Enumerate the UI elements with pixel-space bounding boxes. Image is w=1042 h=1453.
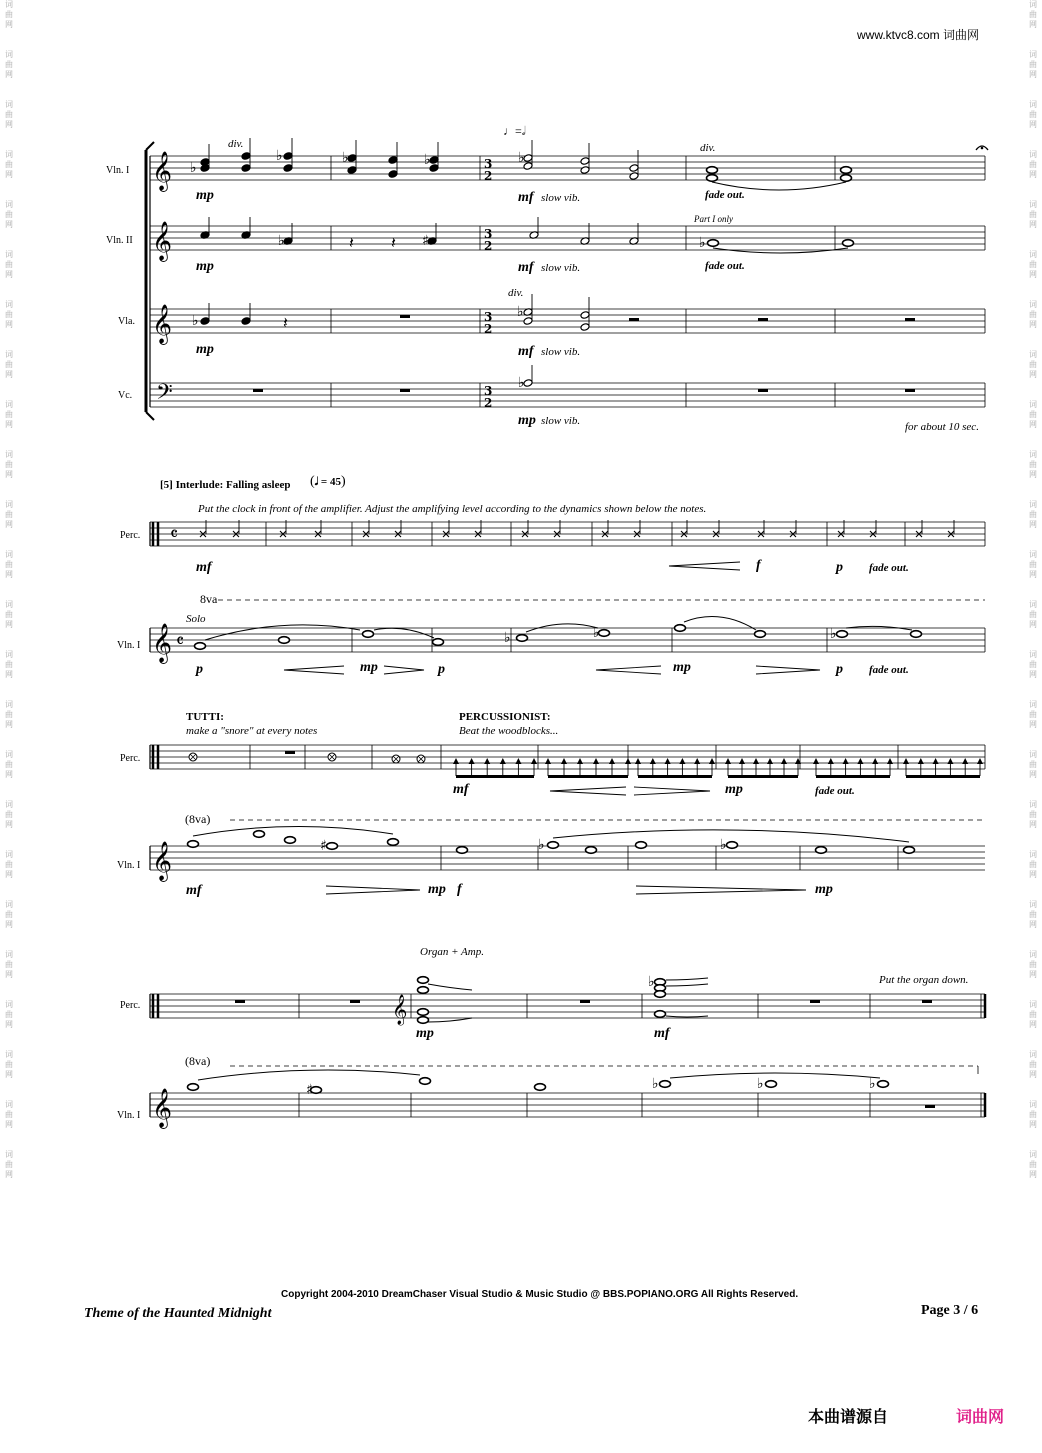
decrescendo-hairpin: [384, 666, 424, 674]
organ-marking: Organ + Amp.: [420, 946, 484, 958]
woodblock-note: [843, 758, 849, 764]
dynamic: mp: [673, 660, 691, 675]
crescendo-hairpin: [596, 666, 661, 674]
whole-note: [816, 847, 827, 854]
whole-note: [418, 977, 429, 984]
woodblock-note: [725, 758, 731, 764]
woodblock-note: [500, 758, 506, 764]
woodblock-note: [453, 758, 459, 764]
notehead: [523, 317, 533, 326]
slur: [553, 830, 909, 842]
whole-note: [433, 639, 444, 646]
whole-rest: [253, 389, 263, 392]
woodblock-note: [739, 758, 745, 764]
treble-clef: 𝄞: [152, 151, 173, 191]
slur: [374, 628, 434, 638]
crescendo-hairpin: [284, 666, 344, 674]
fermata: [981, 147, 984, 150]
slur: [666, 984, 708, 986]
whole-note: [285, 837, 296, 844]
whole-note: [707, 167, 718, 174]
tutti-heading: TUTTI:: [186, 711, 224, 723]
flat: ♭: [757, 1076, 764, 1092]
woodblock-note: [709, 758, 715, 764]
whole-rest: [580, 1000, 590, 1003]
notehead: [580, 323, 590, 332]
instrument-label-vln2: Vln. II: [106, 235, 133, 246]
slur: [198, 1070, 420, 1080]
common-time: 𝄴: [176, 631, 185, 652]
slur: [428, 984, 472, 990]
div-marking: div.: [700, 142, 716, 154]
instrument-label-vla: Vla.: [118, 316, 135, 327]
whole-note: [636, 842, 647, 849]
half-rest: [629, 318, 639, 321]
system-bracket: [146, 142, 154, 150]
slur: [666, 1016, 708, 1017]
notehead: [580, 157, 590, 166]
left-watermark: 词 曲 网 词 曲 网 词 曲 网 词 曲 网 词 曲 网 词 曲 网 词 曲 网 词 曲 网 词 曲 网 词 曲 网 词 曲 网 词 曲 网 词 曲 网 词 曲 网 词 曲 网 词 曲 网 词 曲 网 词 曲 网 词 曲 网 词 曲 网 词 曲 网 词 曲 网 词 曲 网 词 曲 网: [5, 0, 13, 1179]
notehead: [388, 156, 398, 165]
treble-clef: 𝄞: [152, 221, 173, 261]
woodblock-note: [484, 758, 490, 764]
half-rest: [925, 1105, 935, 1108]
beam: [638, 775, 712, 778]
instrument-label-perc: Perc.: [120, 1000, 141, 1011]
whole-note: [388, 839, 399, 846]
whole-note: [904, 847, 915, 854]
dynamic: mf: [518, 190, 534, 205]
woodblock-note: [947, 758, 953, 764]
dynamic: mp: [196, 342, 214, 357]
instrument-label-vln1: Vln. I: [106, 165, 130, 176]
time-signature: 3: [484, 227, 493, 241]
whole-rest: [400, 315, 410, 318]
instrument-label-vln1: Vln. I: [117, 1110, 141, 1121]
decrescendo-hairpin: [326, 886, 420, 894]
treble-clef: 𝄞: [392, 995, 408, 1025]
woodblock-note: [515, 758, 521, 764]
whole-note: [188, 841, 199, 848]
treble-clef: 𝄞: [152, 304, 173, 344]
whole-note: [841, 175, 852, 182]
whole-rest: [905, 389, 915, 392]
woodblock-note: [887, 758, 893, 764]
whole-note: [675, 625, 686, 632]
woodblock-note: [933, 758, 939, 764]
sharp: ♯: [320, 838, 327, 854]
whole-note: [655, 1011, 666, 1018]
fade-out: fade out.: [705, 260, 745, 272]
flat: ♭: [830, 626, 837, 642]
fade-out: fade out.: [869, 664, 909, 676]
fade-out: fade out.: [815, 785, 855, 797]
half-rest: [758, 318, 768, 321]
flat: ♭: [342, 150, 349, 166]
half-rest: [905, 318, 915, 321]
woodblock-note: [753, 758, 759, 764]
time-signature: 2: [484, 322, 493, 336]
piece-title: Theme of the Haunted Midnight: [84, 1306, 272, 1321]
dynamic: p: [836, 662, 843, 677]
dynamic: mf: [186, 883, 202, 898]
whole-note: [841, 167, 852, 174]
flat: ♭: [192, 313, 199, 329]
expression: slow vib.: [541, 192, 581, 204]
flat: ♭: [538, 837, 545, 853]
quarter-rest: 𝄽: [349, 233, 354, 252]
woodblock-note: [625, 758, 631, 764]
instrument-label-vln1: Vln. I: [117, 860, 141, 871]
expression: slow vib.: [541, 415, 581, 427]
dynamic: mf: [518, 344, 534, 359]
whole-note: [911, 631, 922, 638]
dynamic: mf: [196, 560, 212, 575]
notehead: [283, 164, 293, 173]
whole-rest: [922, 1000, 932, 1003]
flat: ♭: [648, 974, 655, 990]
flat: ♭: [593, 625, 600, 641]
beat-instruction: Beat the woodblocks...: [459, 725, 559, 737]
time-signature: 2: [484, 396, 493, 410]
copyright: Copyright 2004-2010 DreamChaser Visual Studio & Music Studio @ BBS.POPIANO.ORG All Rights Reserved.: [281, 1289, 799, 1300]
flat: ♭: [424, 152, 431, 168]
decrescendo-hairpin: [636, 886, 806, 894]
flat: ♭: [278, 233, 285, 249]
whole-note: [837, 631, 848, 638]
whole-note: [655, 991, 666, 998]
whole-note: [254, 831, 265, 838]
whole-note: [457, 847, 468, 854]
whole-note: [188, 1084, 199, 1091]
crescendo-hairpin: [669, 562, 740, 570]
flat: ♭: [276, 148, 283, 164]
snore-instruction: make a "snore" at every notes: [186, 725, 318, 737]
woodblock-note: [781, 758, 787, 764]
whole-note: [420, 1078, 431, 1085]
woodblock-note: [635, 758, 641, 764]
whole-rest: [350, 1000, 360, 1003]
dynamic: mf: [654, 1026, 670, 1041]
sharp: ♯: [306, 1082, 313, 1098]
whole-note: [755, 631, 766, 638]
dynamic: mp: [196, 259, 214, 274]
tempo-marking: ♩=𝅗𝅥: [503, 124, 526, 138]
slur: [428, 1018, 472, 1022]
tempo-marking: 𝅗𝅥 = 45: [314, 476, 341, 488]
fade-out: fade out.: [869, 562, 909, 574]
treble-clef: 𝄞: [152, 623, 173, 663]
notehead: [629, 164, 639, 173]
time-signature: 3: [484, 157, 493, 171]
dynamic: mp: [428, 882, 446, 897]
woodblock-note: [577, 758, 583, 764]
whole-rest: [810, 1000, 820, 1003]
instrument-label-vln1: Vln. I: [117, 640, 141, 651]
time-signature: 3: [484, 384, 493, 398]
whole-note: [279, 637, 290, 644]
octave-marking: (8va): [185, 1054, 211, 1068]
woodblock-note: [767, 758, 773, 764]
organ-instruction: Put the organ down.: [879, 974, 969, 986]
expression: slow vib.: [541, 346, 581, 358]
whole-note: [707, 175, 718, 182]
woodblock-note: [857, 758, 863, 764]
dynamic: p: [196, 662, 203, 677]
part-note: Part I only: [694, 214, 733, 224]
dynamic: p: [438, 662, 445, 677]
fade-out: fade out.: [705, 189, 745, 201]
dynamic: f: [756, 558, 761, 573]
whole-rest: [758, 389, 768, 392]
whole-note: [727, 842, 738, 849]
sharp: ♯: [422, 233, 429, 249]
flat: ♭: [190, 160, 197, 176]
octave-marking: 8va: [200, 592, 218, 606]
page-number: Page 3 / 6: [921, 1303, 979, 1318]
whole-note: [195, 643, 206, 650]
system-bracket: [146, 412, 154, 420]
notehead: [580, 311, 590, 320]
woodblock-note: [609, 758, 615, 764]
flat: ♭: [518, 150, 525, 166]
whole-note: [418, 1009, 429, 1016]
decrescendo-hairpin: [756, 666, 820, 674]
whole-note: [843, 240, 854, 247]
time-signature: 3: [484, 310, 493, 324]
flat: ♭: [869, 1076, 876, 1092]
woodblock-note: [813, 758, 819, 764]
flat: ♭: [652, 1076, 659, 1092]
notehead: [347, 166, 357, 175]
dynamic: mp: [416, 1026, 434, 1041]
treble-clef: 𝄞: [152, 1088, 173, 1128]
dynamic: mf: [518, 260, 534, 275]
div-marking: div.: [228, 138, 244, 150]
woodblock-note: [872, 758, 878, 764]
dynamic: mp: [725, 782, 743, 797]
flat: ♭: [504, 630, 511, 646]
notehead: [241, 317, 251, 326]
dynamic: mp: [815, 882, 833, 897]
woodblock-note: [679, 758, 685, 764]
whole-note: [599, 630, 610, 637]
woodblock-note: [650, 758, 656, 764]
woodblock-note: [694, 758, 700, 764]
whole-rest: [235, 1000, 245, 1003]
percussionist-heading: PERCUSSIONIST:: [459, 711, 551, 723]
section-title: [5] Interlude: Falling asleep: [160, 479, 291, 491]
notehead: [200, 164, 210, 173]
common-time: 𝄴: [170, 524, 179, 545]
whole-note: [418, 987, 429, 994]
whole-note: [517, 635, 528, 642]
dynamic: mf: [453, 782, 469, 797]
dynamic: mp: [518, 413, 536, 428]
octave-marking: (8va): [185, 812, 211, 826]
instrument-label-perc: Perc.: [120, 753, 141, 764]
duration-note: for about 10 sec.: [905, 421, 979, 433]
notehead: [200, 317, 210, 326]
notehead: [580, 166, 590, 175]
flat: ♭: [720, 837, 727, 853]
bass-clef: 𝄢: [156, 380, 173, 410]
whole-rest: [400, 389, 410, 392]
woodblock-note: [593, 758, 599, 764]
notehead: [241, 152, 251, 161]
right-watermark: 词 曲 网 词 曲 网 词 曲 网 词 曲 网 词 曲 网 词 曲 网 词 曲 网 词 曲 网 词 曲 网 词 曲 网 词 曲 网 词 曲 网 词 曲 网 词 曲 网 词 曲 网 词 曲 网 词 曲 网 词 曲 网 词 曲 网 词 曲 网 词 曲 网 词 曲 网 词 曲 网 词 曲 网: [1029, 0, 1037, 1179]
whole-note: [548, 842, 559, 849]
div-marking: div.: [508, 287, 524, 299]
beam: [816, 775, 890, 778]
expression: slow vib.: [541, 262, 581, 274]
slur: [713, 248, 848, 253]
dynamic: p: [836, 560, 843, 575]
woodblock-note: [545, 758, 551, 764]
whole-note: [766, 1081, 777, 1088]
quarter-rest: 𝄽: [391, 233, 396, 252]
woodblock-note: [918, 758, 924, 764]
woodblock-note: [962, 758, 968, 764]
whole-note: [363, 631, 374, 638]
slur: [666, 978, 708, 980]
whole-note: [418, 1017, 429, 1024]
notehead: [283, 152, 293, 161]
notehead: [629, 172, 639, 181]
beam: [728, 775, 798, 778]
site-header[interactable]: www.ktvc8.com 词曲网: [857, 28, 980, 42]
time-signature: 2: [484, 169, 493, 183]
whole-note: [708, 240, 719, 247]
source-brand-link[interactable]: 词曲网: [956, 1407, 1005, 1426]
whole-note: [327, 843, 338, 850]
woodblock-note: [828, 758, 834, 764]
whole-note: [535, 1084, 546, 1091]
crescendo-hairpin: [550, 787, 626, 795]
source-label: 本曲谱源自: [808, 1407, 889, 1426]
slur: [193, 826, 393, 836]
woodblock-note: [561, 758, 567, 764]
flat: ♭: [518, 375, 525, 391]
dynamic: mp: [360, 660, 378, 675]
flat: ♭: [517, 304, 524, 320]
instruction: Put the clock in front of the amplifier. Adjust the amplifying level according to the dynamics shown below the notes.: [198, 503, 707, 515]
whole-note: [586, 847, 597, 854]
whole-note: [660, 1081, 671, 1088]
dynamic: f: [457, 882, 462, 897]
beam: [456, 775, 534, 778]
dynamic: mp: [196, 188, 214, 203]
flat: ♭: [699, 235, 706, 251]
slur: [670, 1073, 880, 1078]
instrument-label-vc: Vc.: [118, 390, 133, 401]
woodblock-note: [665, 758, 671, 764]
treble-clef: 𝄞: [152, 841, 173, 881]
whole-note: [878, 1081, 889, 1088]
decrescendo-hairpin: [634, 787, 710, 795]
woodblock-note: [903, 758, 909, 764]
whole-rest: [285, 751, 295, 754]
woodblock-note: [531, 758, 537, 764]
notehead: [388, 170, 398, 179]
woodblock-note: [977, 758, 983, 764]
beam: [906, 775, 980, 778]
solo-marking: Solo: [186, 613, 206, 625]
instrument-label-perc: Perc.: [120, 530, 141, 541]
notehead: [241, 164, 251, 173]
quarter-rest: 𝄽: [283, 313, 288, 332]
beam: [548, 775, 628, 778]
woodblock-note: [469, 758, 475, 764]
time-signature: 2: [484, 239, 493, 253]
